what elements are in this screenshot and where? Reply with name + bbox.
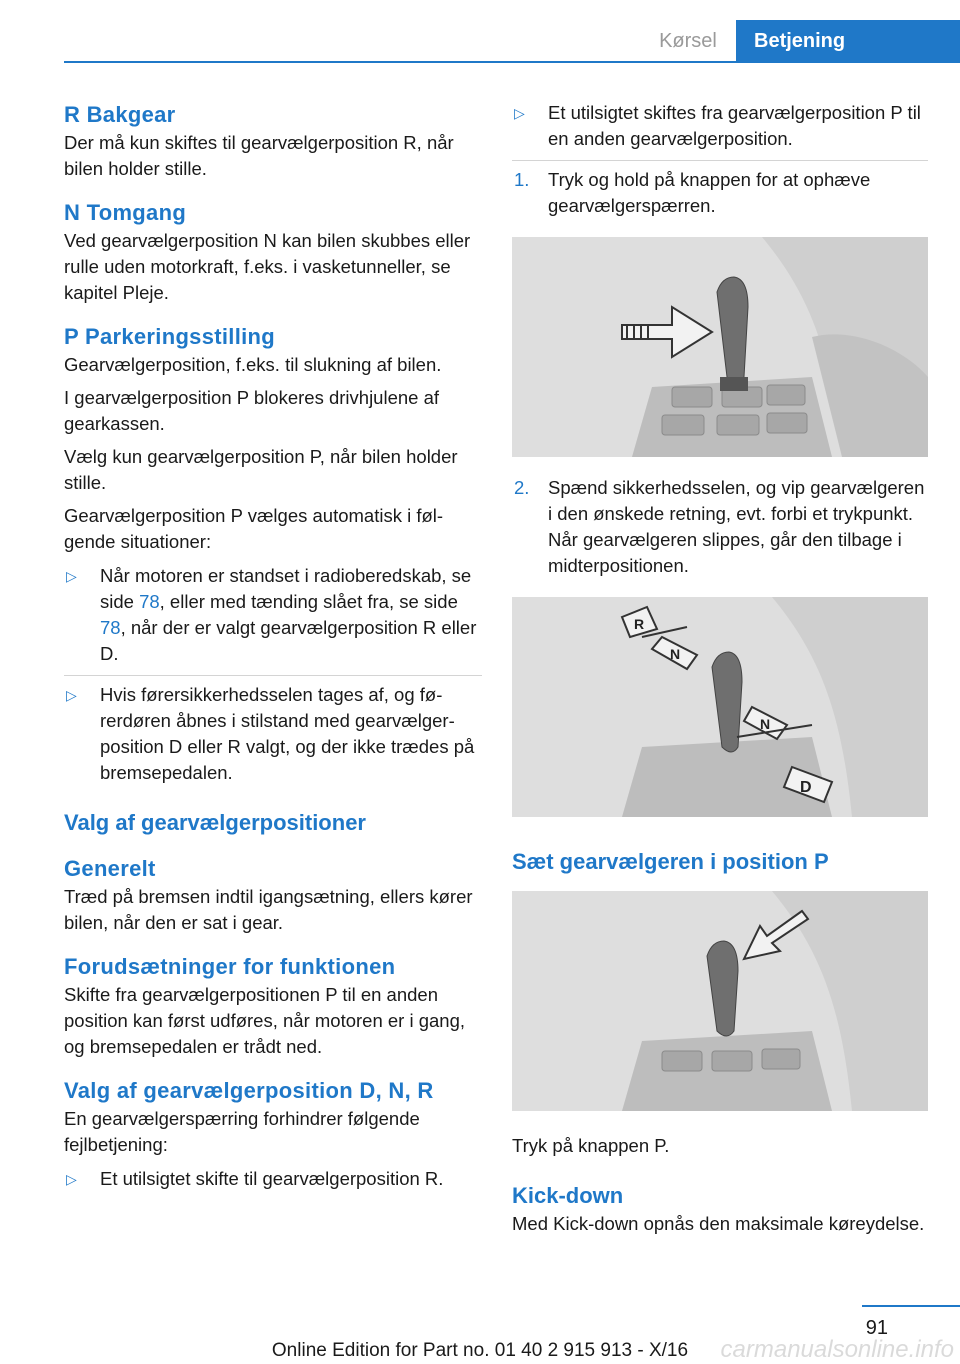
text-dnr: En gearvælgerspærring forhindrer følgende fejlbetjening: xyxy=(64,1108,420,1155)
step-number: 1. xyxy=(514,169,530,190)
page-link-78-second[interactable]: 78 xyxy=(100,617,121,638)
fig-label-n-upper: N xyxy=(670,646,681,662)
figure-gear-selector-unlock xyxy=(512,237,928,457)
step-item: 1. Tryk og hold på knappen for at ophæve gearvælgerspærren. xyxy=(512,161,928,227)
text-p-4: Gearvælgerposition P vælges automatisk i følgende situationer: xyxy=(64,505,444,552)
list-item: ▷ Når motoren er standset i radioberedskab, se side 78, eller med tænding slået fra, se side 78, når der er valgt gearvælgerposition R eller D. xyxy=(64,557,482,676)
text-n-tomgang: Ved gearvælgerposition N kan bilen skubbes eller rulle uden motorkraft, f.eks. i vasketunneller, se kapitel Pleje. xyxy=(64,230,471,303)
heading-valg: Valg af gearvælgerpositioner xyxy=(64,810,366,835)
bullet-triangle-icon: ▷ xyxy=(66,1171,77,1187)
text-p-2: I gearvælgerposition P blokeres drivhjulene af gearkassen. xyxy=(64,387,440,434)
fig-label-d: D xyxy=(800,779,812,796)
list-item: ▷ Et utilsigtet skiftes fra gearvælgerposition P til en anden gearvælgerposition. xyxy=(512,100,928,161)
page-number-rule xyxy=(862,1305,960,1307)
left-column xyxy=(64,100,482,1200)
tab-korsel[interactable]: Kørsel xyxy=(659,30,717,52)
footer-edition: Online Edition for Part no. 01 40 2 915 913 - X/16 xyxy=(271,1340,689,1361)
tab-betjening[interactable]: Betjening xyxy=(736,20,960,61)
heading-p-parkering: P Parkeringsstilling xyxy=(64,324,276,349)
text-forudsaetninger: Skifte fra gearvælgerpositionen P til en anden position kan først udføres, når motoren er i gang, og bremsepedalen er trådt ned. xyxy=(64,984,466,1057)
figure-gear-selector-directions xyxy=(512,597,928,817)
right-column xyxy=(512,100,928,1237)
heading-kick-down: Kick-down xyxy=(512,1183,624,1208)
page-link-78[interactable]: 78 xyxy=(139,591,160,612)
heading-generelt: Generelt xyxy=(64,856,156,881)
bullet-triangle-icon: ▷ xyxy=(66,687,77,703)
text-tryk-p: Tryk på knappen P. xyxy=(512,1135,670,1156)
bullet-triangle-icon: ▷ xyxy=(514,105,525,121)
heading-r-bakgear: R Bakgear xyxy=(64,102,176,127)
list-item: ▷ Et utilsigtet skifte til gearvælgerposition R. xyxy=(64,1160,482,1200)
fig-label-r: R xyxy=(634,616,645,632)
text-generelt: Træd på bremsen indtil igangsætning, ellers kører bilen, når den er sat i gear. xyxy=(64,886,473,933)
heading-saet-p: Sæt gearvælgeren i position P xyxy=(512,849,829,874)
text-p-1: Gearvælgerposition, f.eks. til slukning af bilen. xyxy=(64,354,442,375)
heading-forudsaetninger: Forudsætninger for funktionen xyxy=(64,954,396,979)
heading-dnr: Valg af gearvælgerposition D, N, R xyxy=(64,1078,434,1103)
bullet-triangle-icon: ▷ xyxy=(66,568,77,584)
heading-n-tomgang: N Tomgang xyxy=(64,200,187,225)
list-item: ▷ Hvis førersikkerhedsselen tages af, og førerdøren åbnes i stilstand med gearvælgerposition D eller R valgt, og der ikke trædes på bremsepedalen. xyxy=(64,676,482,794)
step-number: 2. xyxy=(514,477,530,498)
watermark: carmanualsonline.info xyxy=(720,1336,954,1363)
figure-gear-selector-p-button xyxy=(512,891,928,1111)
text-kick-down: Med Kick-down opnås den maksimale køreydelse. xyxy=(512,1213,925,1234)
text-r-bakgear: Der må kun skiftes til gearvælgerposition R, når bilen holder stille. xyxy=(64,132,454,179)
fig-label-n-lower: N xyxy=(760,716,771,732)
header-rule xyxy=(64,61,960,63)
text-p-3: Vælg kun gearvælgerposition P, når bilen holder stille. xyxy=(64,446,458,493)
page-number: 91 xyxy=(865,1317,888,1339)
step-item: 2. Spænd sikkerhedsselen, og vip gearvælgeren i den ønskede retning, evt. forbi et trykpunkt. Når gearvælgeren slippes, går den tilbage i midterpositionen. xyxy=(512,469,928,587)
